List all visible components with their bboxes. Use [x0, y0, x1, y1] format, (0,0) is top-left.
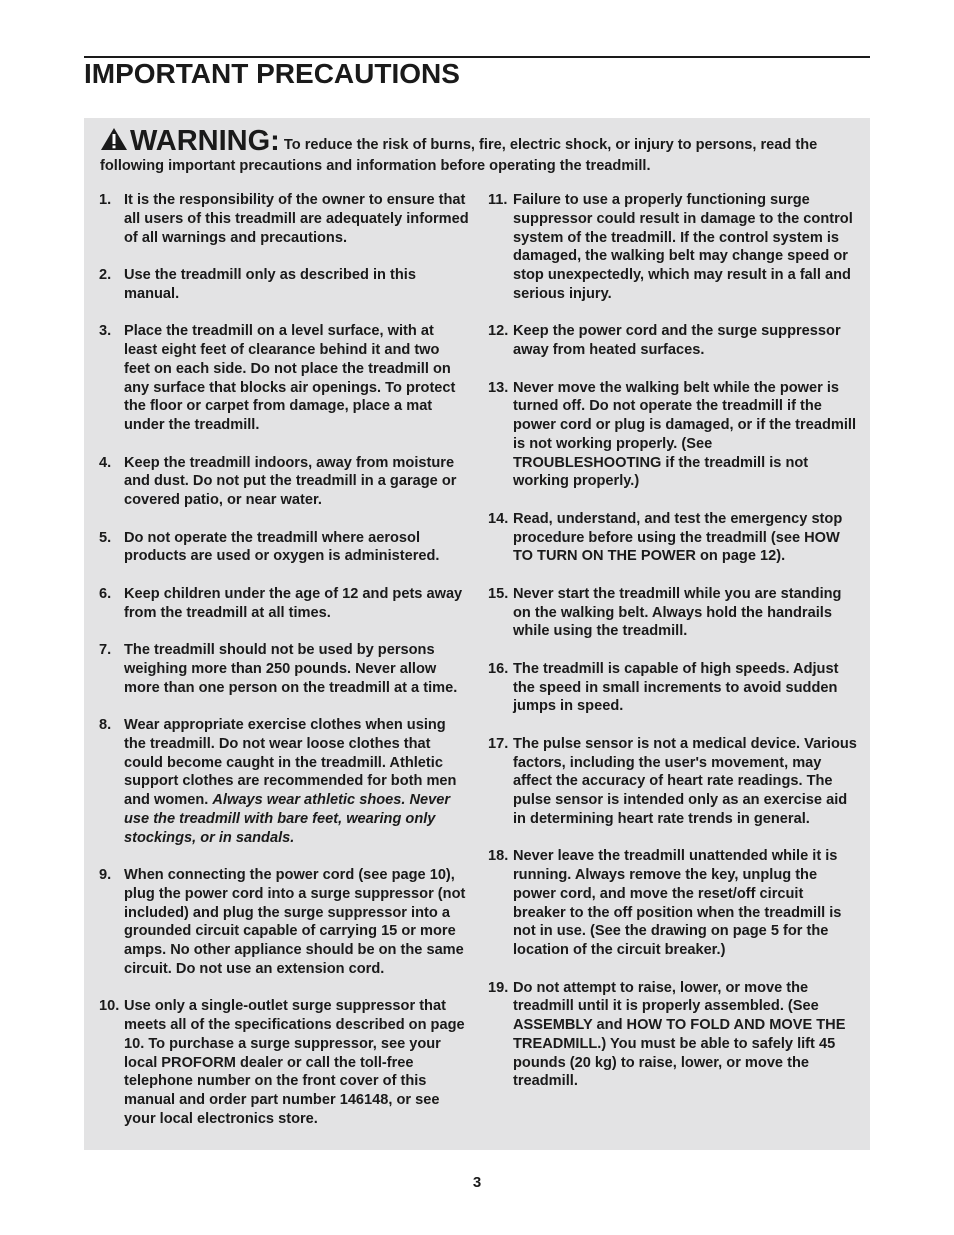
item-number: 17. [488, 735, 509, 752]
list-item [99, 641, 469, 697]
item-text: Failure to use a properly functioning surge suppressor could result in damage to the control system of the treadmill. If the control system is damaged, the walking belt may change speed or stop unexpectedly, which may result in a fall and serious injury. [513, 192, 853, 302]
item-text: Place the treadmill on a level surface, with at least eight feet of clearance behind it and two feet on each side. Do not place the treadmill on any surface that blocks air openings. To protect the floor or carpet from damage, place a mat under the treadmill. [124, 323, 456, 433]
item-number: 6. [99, 585, 112, 602]
item-text: Use the treadmill only as described in this manual. [124, 267, 416, 302]
item-text: When connecting the power cord (see page 10), plug the power cord into a surge suppressor (not included) and plug the surge suppressor into a grounded circuit capable of carrying 15 or more amps. No other appliance should be on the same circuit. Do not use an extension cord. [124, 867, 466, 977]
list-item [99, 322, 469, 435]
item-number: 1. [99, 192, 112, 208]
page-number: 3 [472, 1174, 482, 1191]
item-number: 8. [99, 717, 112, 733]
warning-text: To reduce the risk of burns, fire, electric shock, or injury to persons, read the following important precautions and information before operating the treadmill. [100, 137, 818, 174]
item-number: 7. [99, 642, 112, 658]
item-text: Wear appropriate exercise clothes when using the treadmill. Do not wear loose clothes that could become caught in the treadmill. Athletic support clothes are recommended for both men and women. [124, 717, 457, 808]
list-item [488, 322, 860, 360]
list-item [488, 379, 860, 492]
item-text: Keep children under the age of 12 and pets away from the treadmill at all times. [124, 585, 463, 621]
right-column [488, 191, 860, 1091]
item-number: 5. [99, 529, 112, 546]
warning-triangle-icon [100, 127, 128, 151]
item-number: 3. [99, 323, 112, 340]
item-text: Never leave the treadmill unattended while it is running. Always remove the key, unplug the power cord, and move the reset/off circuit breaker to the off position when the treadmill is not in use. (See the drawing on page 5 for the location of the circuit breaker.) [513, 848, 842, 958]
item-text: The treadmill should not be used by persons weighing more than 250 pounds. Never allow more than one person on the treadmill at a time. [124, 642, 458, 696]
item-text: The treadmill is capable of high speeds. Adjust the speed in small increments to avoid sudden jumps in speed. [513, 660, 839, 715]
list-item [99, 585, 469, 623]
list-item [488, 510, 860, 566]
list-item [488, 585, 860, 641]
item-text: Do not operate the treadmill where aerosol products are used or oxygen is administered. [124, 529, 440, 565]
item-number: 4. [99, 454, 112, 471]
item-emphasis: Always wear athletic shoes. Never use the treadmill with bare feet, wearing only stockings, or in sandals. [124, 792, 451, 846]
list-item [99, 716, 469, 847]
item-number: 16. [488, 660, 509, 677]
item-text: Keep the treadmill indoors, away from moisture and dust. Do not put the treadmill in a garage or covered patio, or near water. [124, 454, 457, 508]
list-item [99, 454, 469, 510]
warning-word: WARNING: [130, 125, 280, 157]
list-item [488, 735, 860, 829]
list-item [99, 866, 469, 979]
list-item [488, 847, 860, 960]
item-number: 10. [99, 998, 120, 1015]
list-item [99, 529, 469, 567]
item-text: It is the responsibility of the owner to ensure that all users of this treadmill are adequately informed of all warnings and precautions. [124, 192, 469, 246]
item-number: 14. [488, 510, 509, 527]
warning-statement [100, 126, 858, 176]
item-text: The pulse sensor is not a medical device. Various factors, including the user's movement, may affect the accuracy of heart rate readings. The pulse sensor is intended only as an exercise aid in determining heart rate trends in general. [513, 735, 857, 827]
list-item [99, 997, 469, 1128]
item-number: 19. [488, 979, 509, 996]
item-number: 12. [488, 323, 509, 340]
item-number: 18. [488, 848, 509, 865]
list-item [488, 979, 860, 1092]
list-item [488, 660, 860, 716]
list-item [99, 191, 469, 247]
page-title: IMPORTANT PRECAUTIONS [84, 58, 460, 89]
item-text: Never start the treadmill while you are standing on the walking belt. Always hold the handrails while using the treadmill. [513, 585, 842, 640]
item-number: 15. [488, 585, 509, 602]
item-number: 11. [488, 192, 508, 208]
item-text: Do not attempt to raise, lower, or move the treadmill until it is properly assembled. (See ASSEMBLY and HOW TO FOLD AND MOVE THE TREADMILL.) You must be able to safely lift 45 pounds (20 kg) to raise, lower, or move the treadmill. [513, 979, 846, 1090]
item-number: 13. [488, 379, 509, 396]
item-number: 9. [99, 867, 112, 883]
item-number: 2. [99, 267, 112, 283]
precautions-panel [84, 118, 870, 1150]
list-item [488, 191, 860, 304]
list-item [99, 266, 469, 304]
item-text: Use only a single-outlet surge suppressor that meets all of the specifications described on page 10. To purchase a surge suppressor, see your local PROFORM dealer or call the toll-free telephone number on the front cover of this manual and order part number 146148, or see your local electronics store. [124, 998, 465, 1127]
item-text: Read, understand, and test the emergency stop procedure before using the treadmill (see HOW TO TURN ON THE POWER on page 12). [513, 510, 843, 565]
item-text: Keep the power cord and the surge suppressor away from heated surfaces. [513, 323, 841, 358]
left-column [99, 191, 469, 1129]
item-text: Never move the walking belt while the power is turned off. Do not operate the treadmill if the power cord or plug is damaged, or if the treadmill is not working properly. (See TROUBLESHOOTING if the treadmill is not working properly.) [513, 379, 857, 490]
